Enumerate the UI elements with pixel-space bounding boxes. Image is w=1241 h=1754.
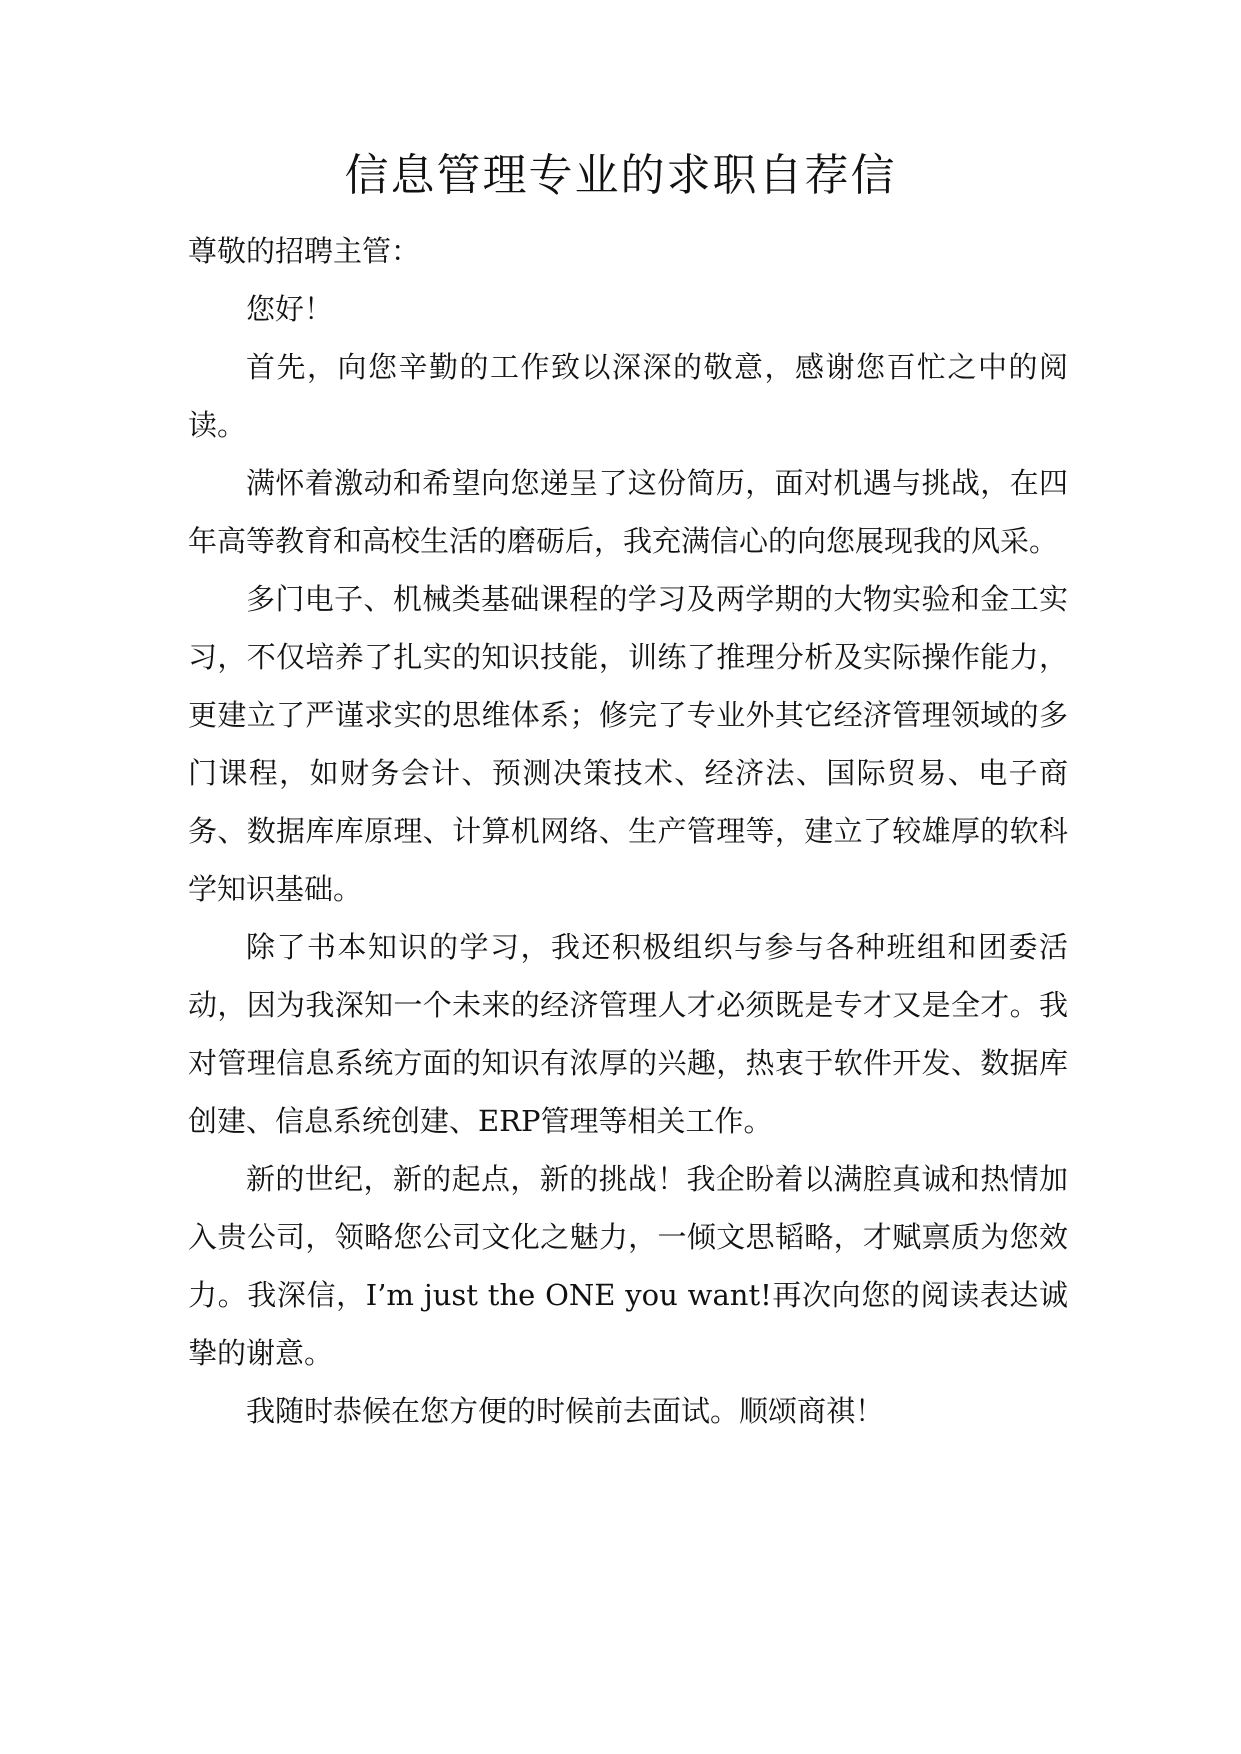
closing-paragraph: 新的世纪，新的起点，新的挑战！我企盼着以满腔真诚和热情加入贵公司，领略您公司文化之魅力，一倾文思韬略，才赋禀质为您效力。我深信，I’m just the ONE you want!再次向您的阅读表达诚挚的谢意。 xyxy=(188,1162,1068,1370)
intro-paragraph: 满怀着激动和希望向您递呈了这份简历，面对机遇与挑战，在四年高等教育和高校生活的磨砺后，我充满信心的向您展现我的风采。 xyxy=(188,466,1068,558)
activities-paragraph: 除了书本知识的学习，我还积极组织与参与各种班组和团委活动，因为我深知一个未来的经济管理人才必须既是专才又是全才。我对管理信息系统方面的知识有浓厚的兴趣，热衷于软件开发、数据库创建、信息系统创建、ERP管理等相关工作。 xyxy=(188,930,1068,1138)
thanks-paragraph: 首先，向您辛勤的工作致以深深的敬意，感谢您百忙之中的阅读。 xyxy=(188,350,1068,442)
salutation: 尊敬的招聘主管： xyxy=(188,234,421,268)
education-paragraph: 多门电子、机械类基础课程的学习及两学期的大物实验和金工实习，不仅培养了扎实的知识技能，训练了推理分析及实际操作能力，更建立了严谨求实的思维体系；修完了专业外其它经济管理领域的多门课程，如财务会计、预测决策技术、经济法、国际贸易、电子商务、数据库库原理、计算机网络、生产管理等，建立了较雄厚的软科学知识基础。 xyxy=(188,582,1068,906)
document-title: 信息管理专业的求职自荐信 xyxy=(344,150,897,201)
interview-paragraph: 我随时恭候在您方便的时候前去面试。顺颂商祺！ xyxy=(246,1394,885,1428)
letter-body xyxy=(188,222,1068,1440)
greeting-paragraph: 您好！ xyxy=(246,292,334,326)
